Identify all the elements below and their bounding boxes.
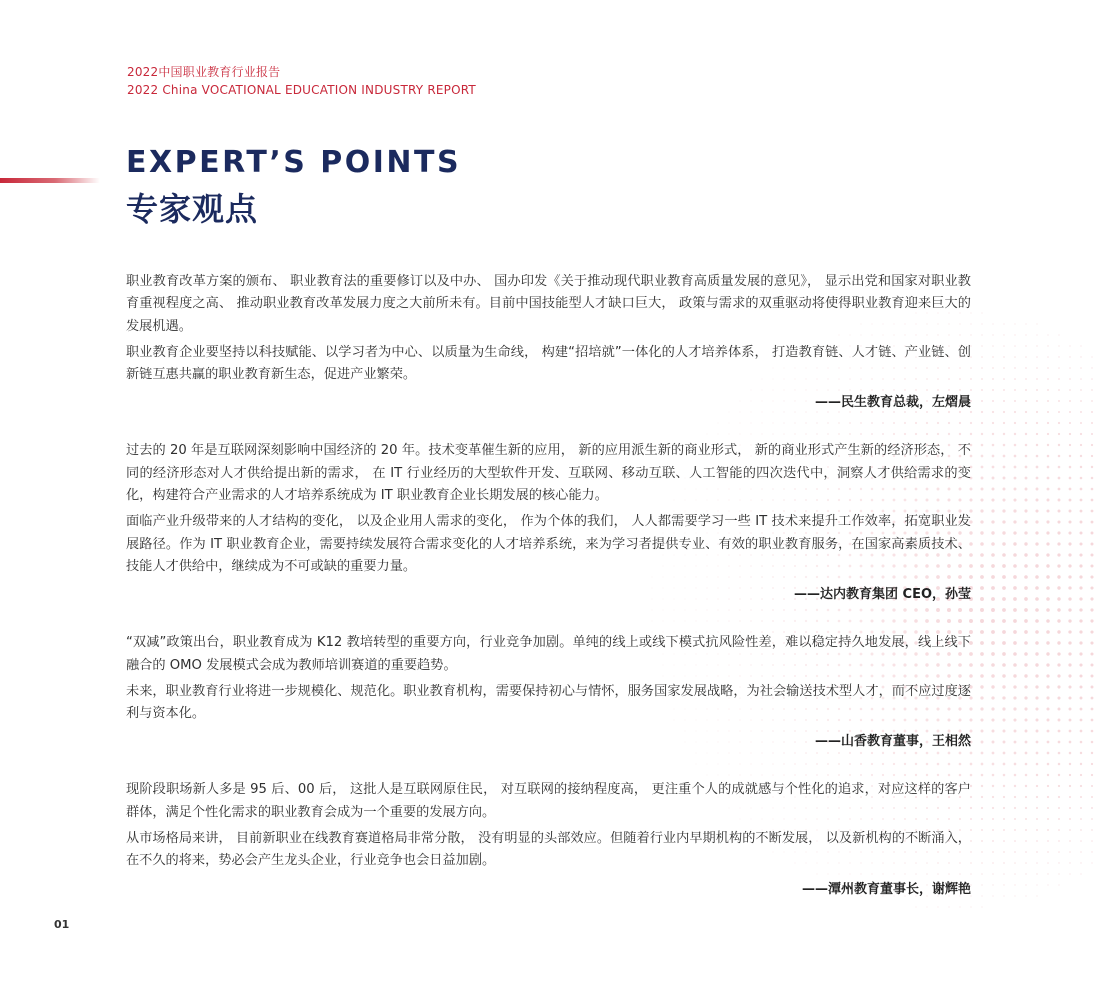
page-title-zh: 专家观点 xyxy=(126,190,259,228)
expert-attribution: ——潭州教育董事长，谢辉艳 xyxy=(801,881,971,897)
paragraph: 未来，职业教育行业将进一步规模化、规范化。职业教育机构，需要保持初心与情怀，服务国家发展战略，为社会输送技术型人才，而不应过度逐利与资本化。 xyxy=(126,683,971,722)
paragraph: 过去的 20 年是互联网深刻影响中国经济的 20 年。技术变革催生新的应用， 新的应用派生新的商业形式， 新的商业形式产生新的经济形态， 不同的经济形态对人才供给提出新的需求， 在 IT 行业经历的大型软件开发、互联网、移动互联、人工智能的四次迭代中，洞察人才供给需求的变化，构建符合产业需求的人才培养系统成为 IT 职业教育企业长期发展的核心能力。 xyxy=(126,443,971,504)
expert-section-3 xyxy=(126,632,971,753)
expert-section-4 xyxy=(126,779,971,900)
paragraph: 职业教育企业要坚持以科技赋能、以学习者为中心、以质量为生命线， 构建“招培就”一体化的人才培养体系， 打造教育链、人才链、产业链、创新链互惠共赢的职业教育新生态，促进产业繁荣。 xyxy=(126,344,971,383)
page-title-en: EXPERT’S POINTS xyxy=(126,145,462,180)
report-header xyxy=(127,63,476,99)
expert-section-1 xyxy=(126,271,971,414)
expert-points-content xyxy=(126,271,971,901)
report-header-zh: 2022中国职业教育行业报告 xyxy=(127,65,281,79)
expert-section-2 xyxy=(126,440,971,606)
paragraph: 从市场格局来讲， 目前新职业在线教育赛道格局非常分散， 没有明显的头部效应。但随着行业内早期机构的不断发展， 以及新机构的不断涌入，在不久的将来，势必会产生龙头企业，行业竞争也会日益加剧。 xyxy=(126,831,971,869)
expert-attribution: ——山香教育董事，王相然 xyxy=(814,734,971,750)
report-header-en: 2022 China VOCATIONAL EDUCATION INDUSTRY REPORT xyxy=(127,83,476,97)
paragraph: 职业教育改革方案的颁布、 职业教育法的重要修订以及中办、 国办印发《关于推动现代职业教育高质量发展的意见》， 显示出党和国家对职业教育重视程度之高、 推动职业教育改革发展力度之大前所未有。目前中国技能型人才缺口巨大， 政策与需求的双重驱动将使得职业教育迎来巨大的发展机遇。 xyxy=(126,274,971,334)
title-accent-bar xyxy=(0,178,100,183)
paragraph: 现阶段职场新人多是 95 后、00 后， 这批人是互联网原住民， 对互联网的接纳程度高， 更注重个人的成就感与个性化的追求，对应这样的客户群体，满足个性化需求的职业教育会成为一个重要的发展方向。 xyxy=(126,782,971,820)
paragraph: 面临产业升级带来的人才结构的变化， 以及企业用人需求的变化， 作为个体的我们， 人人都需要学习一些 IT 技术来提升工作效率，拓宽职业发展路径。作为 IT 职业教育企业，需要持续发展符合需求变化的人才培养系统，来为学习者提供专业、有效的职业教育服务，在国家高素质技术、技能人才供给中，继续成为不可或缺的重要力量。 xyxy=(126,514,971,574)
expert-attribution: ——民生教育总裁，左熠晨 xyxy=(814,395,971,411)
paragraph: “双减”政策出台，职业教育成为 K12 教培转型的重要方向，行业竞争加剧。单纯的线上或线下模式抗风险性差，难以稳定持久地发展，线上线下融合的 OMO 发展模式会成为教师培训赛道的重要趋势。 xyxy=(126,635,971,673)
expert-attribution: ——达内教育集团 CEO，孙莹 xyxy=(794,587,971,603)
page-number: 01 xyxy=(54,918,70,931)
